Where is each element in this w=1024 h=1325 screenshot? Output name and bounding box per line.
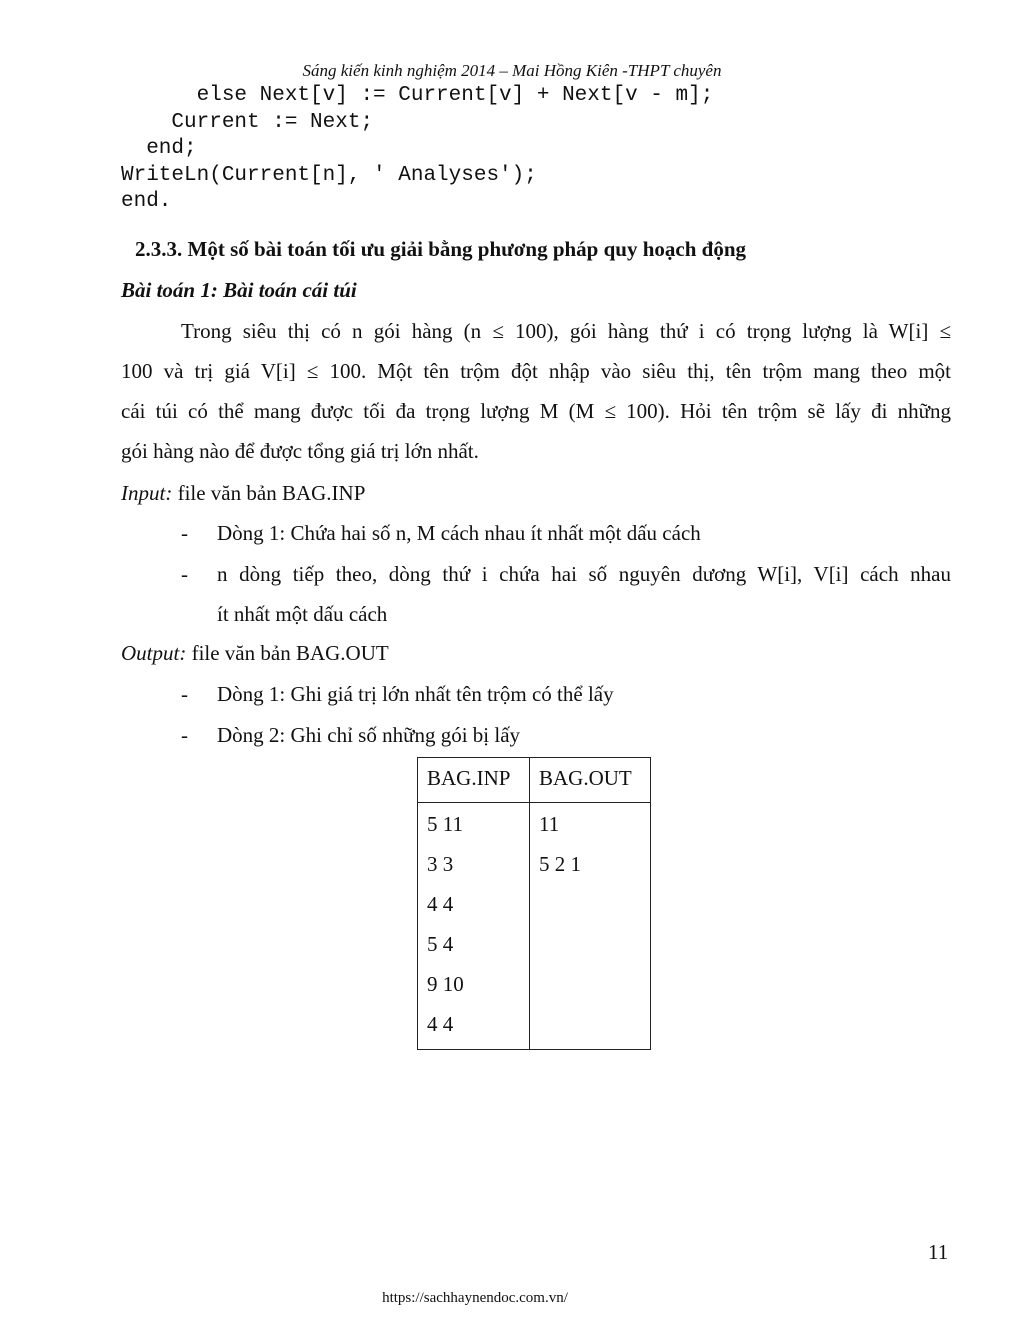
- output-spec: [121, 641, 389, 666]
- input-item: Dòng 1: Chứa hai số n, M cách nhau ít nhất một dấu cách: [217, 521, 701, 545]
- paragraph-line: cái túi có thể mang được tối đa trọng lượng M (M ≤ 100). Hỏi tên trộm sẽ lấy đi những: [121, 399, 951, 423]
- input-spec: [121, 481, 365, 506]
- output-example-cell: [530, 803, 651, 1050]
- page-number: 11: [928, 1240, 949, 1264]
- code-line: else Next[v] := Current[v] + Next[v - m];: [121, 84, 714, 107]
- table-header: BAG.OUT: [530, 758, 651, 803]
- code-line: Current := Next;: [121, 110, 374, 134]
- section-heading: 2.3.3. Một số bài toán tối ưu giải bằng phương pháp quy hoạch động: [135, 237, 747, 261]
- cell-line: 11: [539, 812, 560, 836]
- paragraph-line: gói hàng nào để được tổng giá trị lớn nhất.: [121, 439, 479, 463]
- code-line: WriteLn(Current[n], ' Analyses');: [121, 163, 537, 187]
- cell-line: 4 4: [427, 892, 454, 916]
- output-label: Output:: [121, 641, 187, 665]
- paragraph-line: Trong siêu thị có n gói hàng (n ≤ 100), gói hàng thứ i có trọng lượng là W[i] ≤: [181, 319, 951, 343]
- code-line: end.: [121, 190, 172, 213]
- code-line: end;: [121, 137, 197, 160]
- input-item-continuation: ít nhất một dấu cách: [217, 602, 388, 626]
- paragraph-line: 100 và trị giá V[i] ≤ 100. Một tên trộm đột nhập vào siêu thị, tên trộm mang theo một: [121, 359, 951, 383]
- cell-line: 3 3: [427, 852, 454, 876]
- input-text: file văn bản BAG.INP: [172, 481, 366, 505]
- footer-url[interactable]: https://sachhaynendoc.com.vn/: [382, 1290, 568, 1306]
- bullet-dash: -: [181, 682, 188, 706]
- input-example-cell: [418, 803, 530, 1050]
- example-table: [417, 757, 651, 1050]
- output-item: Dòng 1: Ghi giá trị lớn nhất tên trộm có thể lấy: [217, 682, 614, 706]
- cell-line: 4 4: [427, 1012, 454, 1036]
- input-label: Input:: [121, 481, 173, 505]
- cell-line: 5 11: [427, 812, 463, 836]
- output-text: file văn bản BAG.OUT: [186, 641, 389, 665]
- table-row: [418, 803, 651, 1050]
- page-header: Sáng kiến kinh nghiệm 2014 – Mai Hồng Kiên -THPT chuyên: [302, 61, 722, 80]
- table-header: BAG.INP: [418, 758, 530, 803]
- table-header-row: [418, 758, 651, 803]
- cell-line: 5 4: [427, 932, 454, 956]
- bullet-dash: -: [181, 521, 188, 545]
- code-block: [121, 83, 713, 216]
- problem-title: Bài toán 1: Bài toán cái túi: [121, 278, 357, 302]
- cell-line: 9 10: [427, 972, 464, 996]
- input-item: n dòng tiếp theo, dòng thứ i chứa hai số nguyên dương W[i], V[i] cách nhau: [217, 562, 951, 586]
- bullet-dash: -: [181, 723, 188, 747]
- output-item: Dòng 2: Ghi chỉ số những gói bị lấy: [217, 723, 521, 747]
- bullet-dash: -: [181, 562, 188, 586]
- cell-line: 5 2 1: [539, 852, 581, 876]
